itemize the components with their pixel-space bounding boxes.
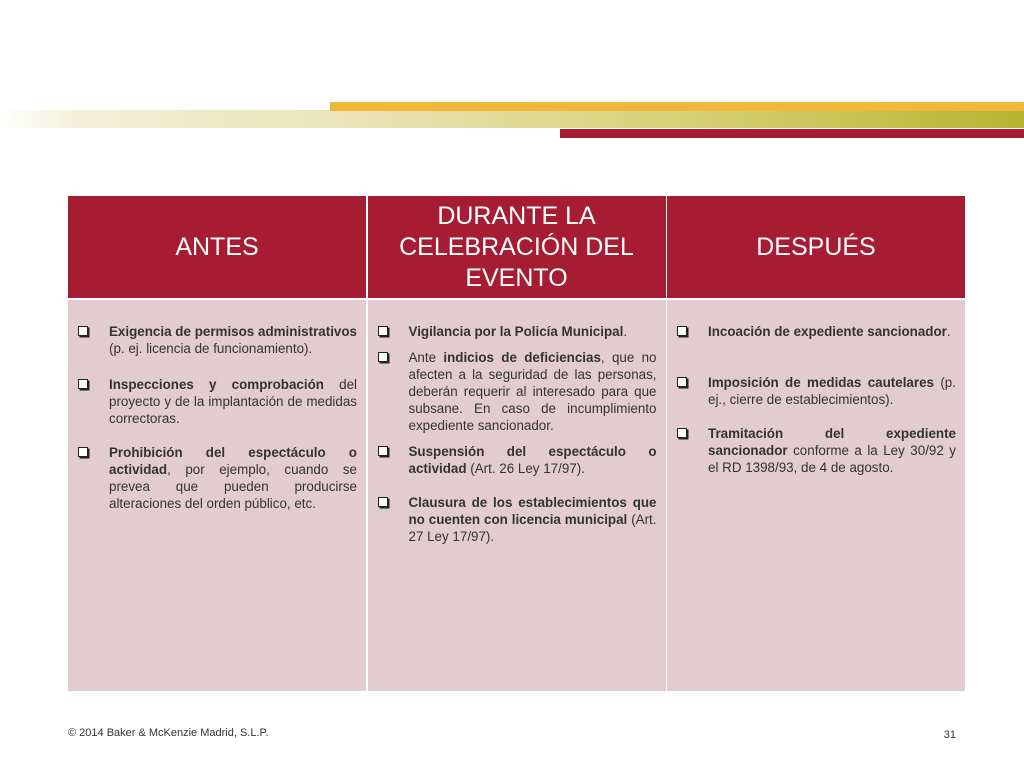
item-text: (Art. 27 Ley 17/97). [408, 511, 657, 544]
item-text: (p. ej. licencia de funcionamiento). [109, 340, 313, 356]
cell-despues [667, 300, 965, 691]
checkbox-bullet-icon [378, 497, 388, 507]
item-bold: Suspensión del espectáculo o actividad [408, 443, 657, 476]
header-despues [667, 196, 965, 298]
item-text: . [623, 323, 628, 339]
list-durante [378, 323, 657, 545]
item-bold: Exigencia de permisos administrativos [109, 323, 357, 339]
item-bold: indicios de deficiencias [443, 349, 601, 365]
checkbox-bullet-icon [78, 326, 88, 336]
item-text: Ante [408, 349, 444, 365]
header-durante [368, 196, 666, 298]
item-text: . [946, 323, 951, 339]
header-durante-label: DURANTE LA CELEBRACIÓN DEL EVENTO [399, 201, 634, 292]
item-text: , que no afecten a la seguridad de las personas, deberán requerir al interesado para que subsane. En caso de incumplimiento expediente sancionador. [408, 349, 657, 433]
checkbox-bullet-icon [378, 326, 388, 336]
copyright-text: © 2014 Baker & McKenzie Madrid, S.L.P. [68, 727, 269, 739]
checkbox-bullet-icon [78, 447, 88, 457]
cell-durante [368, 300, 666, 691]
checkbox-bullet-icon [677, 326, 687, 336]
item-bold: Inspecciones y comprobación [109, 376, 324, 392]
list-antes [78, 323, 357, 512]
decorative-gold-band [330, 102, 1024, 111]
header-despues-label: DESPUÉS [756, 232, 876, 261]
list-item [677, 374, 956, 408]
page-number: 31 [943, 729, 956, 741]
checkbox-bullet-icon [378, 352, 388, 362]
item-bold: Tramitación del expediente sancionador [708, 425, 956, 458]
item-bold: Clausura de los establecimientos que no cuenten con licencia municipal [408, 494, 657, 527]
item-bold: Incoación de expediente sancionador [708, 323, 947, 339]
item-text: , por ejemplo, cuando se prevea que pueden producirse alteraciones del orden público, etc. [109, 461, 357, 511]
item-bold: Prohibición del espectáculo o actividad [109, 444, 357, 477]
decorative-fade-band [0, 110, 1024, 128]
item-text: (Art. 26 Ley 17/97). [466, 460, 585, 476]
list-item [677, 323, 956, 340]
header-antes [68, 196, 366, 298]
list-item [78, 323, 357, 357]
list-item [378, 494, 657, 545]
list-item [78, 376, 357, 427]
checkbox-bullet-icon [677, 428, 687, 438]
checkbox-bullet-icon [378, 446, 388, 456]
list-despues [677, 323, 956, 476]
item-text: del proyecto y de la implantación de medidas correctoras. [109, 376, 357, 426]
list-item [78, 444, 357, 512]
checkbox-bullet-icon [677, 377, 687, 387]
checkbox-bullet-icon [78, 379, 88, 389]
item-bold: Imposición de medidas cautelares [708, 374, 934, 390]
cell-antes [68, 300, 366, 691]
item-bold: Vigilancia por la Policía Municipal [408, 323, 624, 339]
decorative-red-band [560, 129, 1024, 138]
header-antes-label: ANTES [175, 232, 259, 261]
list-item [378, 323, 657, 340]
item-text: conforme a la Ley 30/92 y el RD 1398/93, de 4 de agosto. [708, 442, 956, 475]
item-text: (p. ej., cierre de establecimientos). [708, 374, 956, 407]
list-item [378, 443, 657, 477]
list-item [677, 425, 956, 476]
comparison-table [68, 196, 965, 690]
list-item [378, 349, 657, 434]
